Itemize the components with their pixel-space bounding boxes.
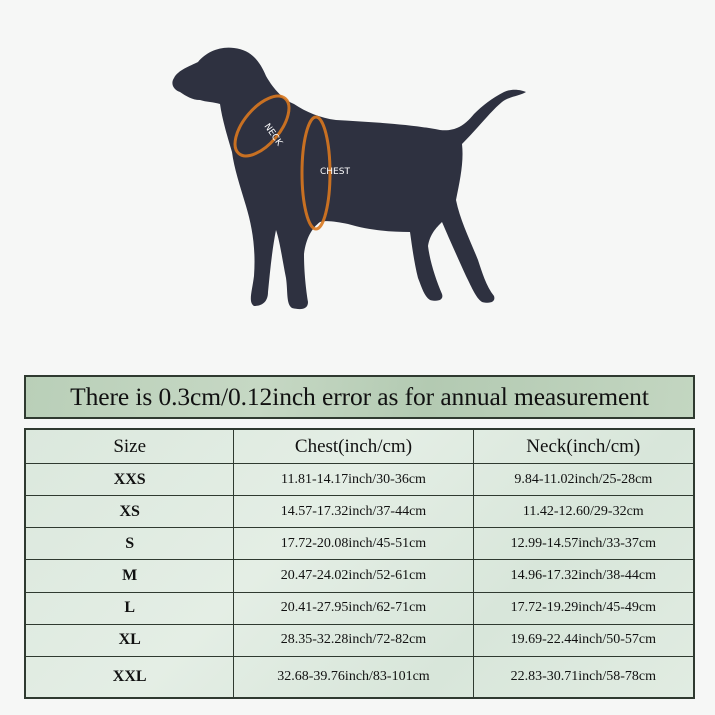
chest-cell: 14.57-17.32inch/37-44cm xyxy=(234,496,473,528)
table-row xyxy=(25,592,694,624)
neck-cell: 22.83-30.71inch/58-78cm xyxy=(473,656,694,698)
size-cell: XXS xyxy=(25,464,234,496)
chest-cell: 11.81-14.17inch/30-36cm xyxy=(234,464,473,496)
size-cell: XXL xyxy=(25,656,234,698)
table-row xyxy=(25,656,694,698)
dog-measurement-illustration xyxy=(160,40,540,320)
neck-cell: 17.72-19.29inch/45-49cm xyxy=(473,592,694,624)
size-cell: S xyxy=(25,528,234,560)
chest-label: CHEST xyxy=(320,167,350,177)
chest-cell: 28.35-32.28inch/72-82cm xyxy=(234,624,473,656)
table-row xyxy=(25,528,694,560)
header-neck: Neck(inch/cm) xyxy=(473,429,694,464)
table-row xyxy=(25,464,694,496)
size-cell: M xyxy=(25,560,234,592)
chest-cell: 17.72-20.08inch/45-51cm xyxy=(234,528,473,560)
measurement-error-banner xyxy=(24,375,695,419)
table-row xyxy=(25,496,694,528)
header-size: Size xyxy=(25,429,234,464)
neck-label: NECK xyxy=(261,121,284,148)
header-chest: Chest(inch/cm) xyxy=(234,429,473,464)
neck-cell: 19.69-22.44inch/50-57cm xyxy=(473,624,694,656)
dog-silhouette-icon xyxy=(160,40,540,320)
neck-cell: 14.96-17.32inch/38-44cm xyxy=(473,560,694,592)
chest-cell: 20.47-24.02inch/52-61cm xyxy=(234,560,473,592)
table-header-row xyxy=(25,429,694,464)
table-row xyxy=(25,560,694,592)
size-chart-table xyxy=(24,428,695,699)
chest-cell: 32.68-39.76inch/83-101cm xyxy=(234,656,473,698)
size-cell: XL xyxy=(25,624,234,656)
neck-cell: 11.42-12.60/29-32cm xyxy=(473,496,694,528)
size-cell: L xyxy=(25,592,234,624)
table-row xyxy=(25,624,694,656)
chest-cell: 20.41-27.95inch/62-71cm xyxy=(234,592,473,624)
neck-cell: 12.99-14.57inch/33-37cm xyxy=(473,528,694,560)
banner-text: There is 0.3cm/0.12inch error as for annual measurement xyxy=(70,382,649,411)
size-cell: XS xyxy=(25,496,234,528)
neck-cell: 9.84-11.02inch/25-28cm xyxy=(473,464,694,496)
